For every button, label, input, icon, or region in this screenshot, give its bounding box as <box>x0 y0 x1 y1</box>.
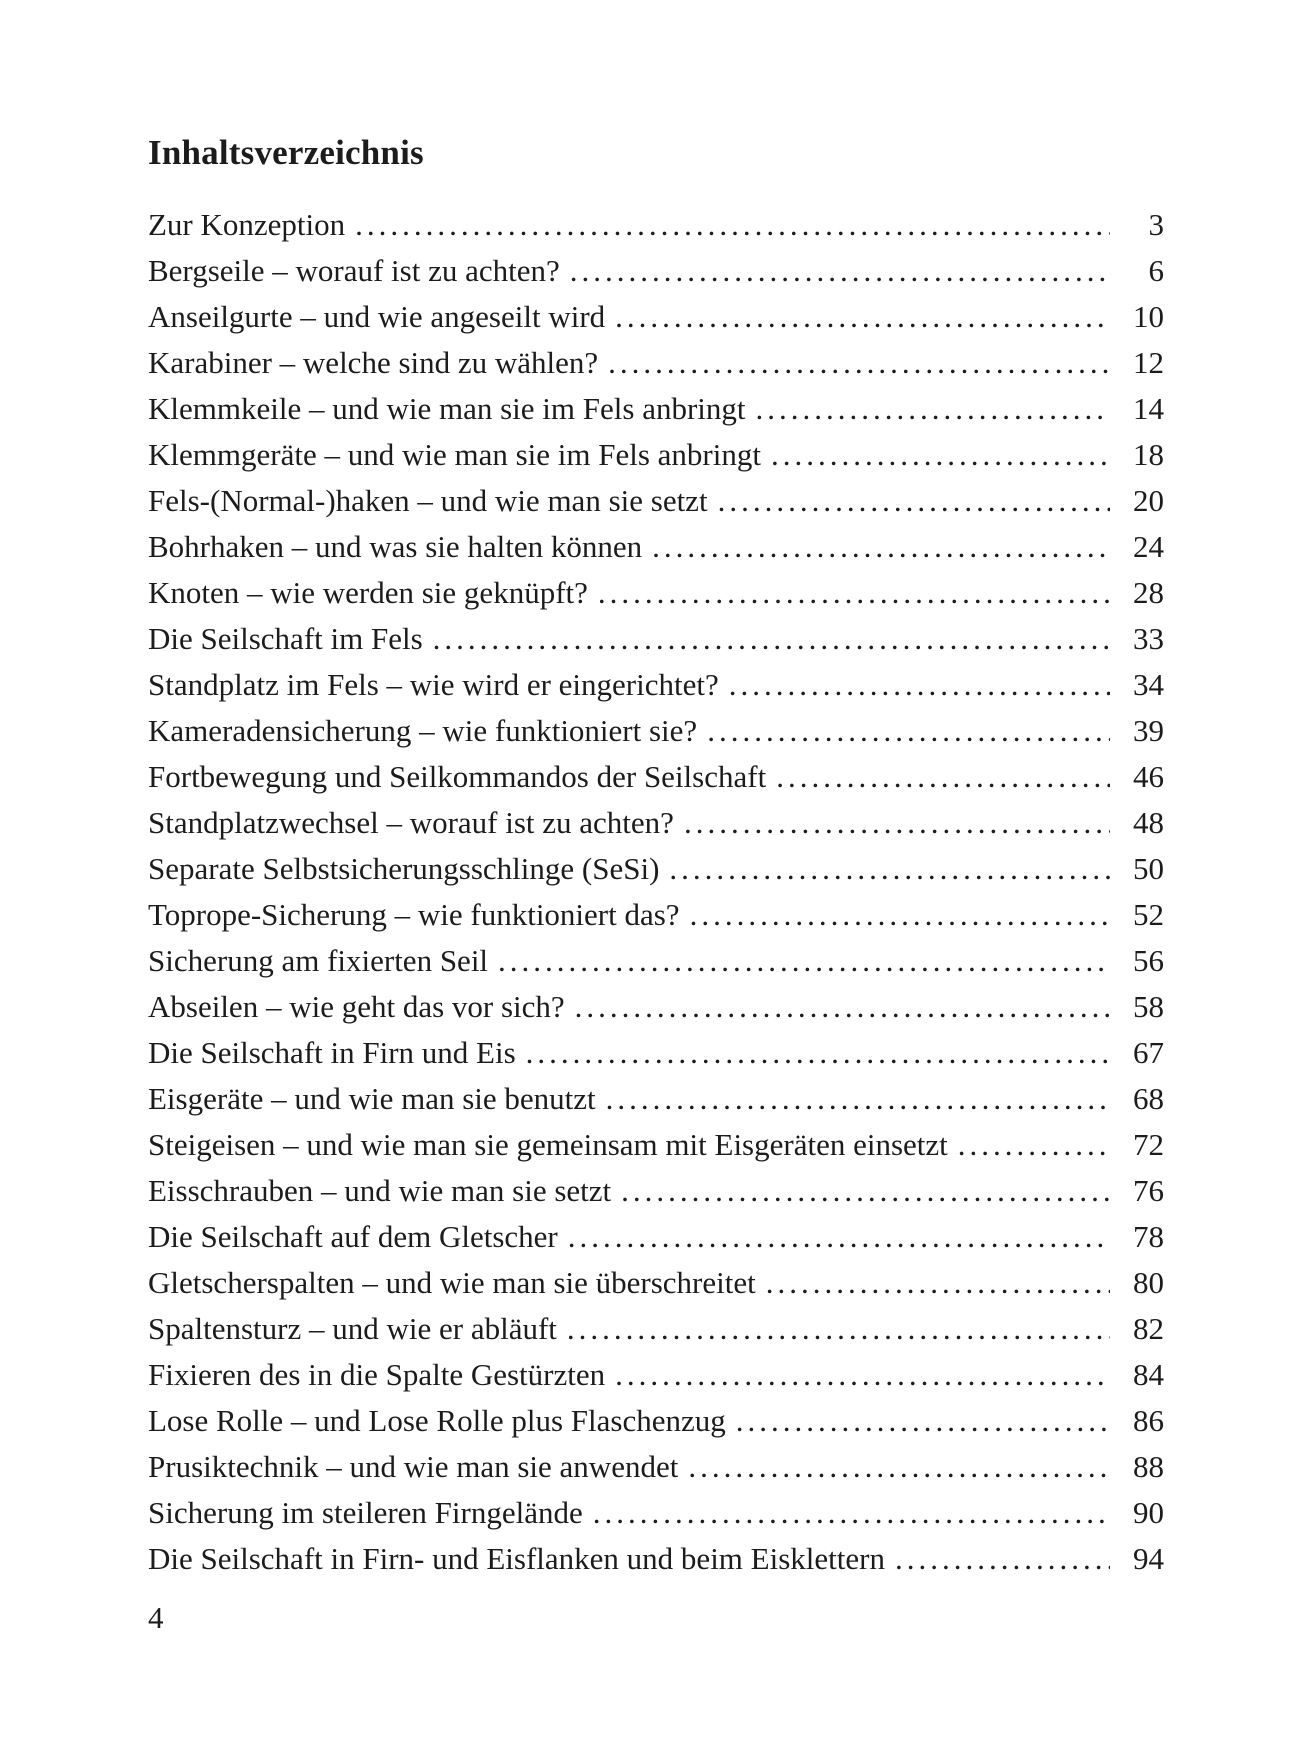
toc-entry-page: 3 <box>1148 207 1164 242</box>
toc-entry-label: Standplatz im Fels – wie wird er eingerichtet? <box>148 667 719 702</box>
toc-entry-label: Die Seilschaft auf dem Gletscher <box>148 1219 558 1254</box>
toc-entry <box>148 800 1164 846</box>
toc-entry <box>148 1490 1164 1536</box>
toc-entry <box>148 478 1164 524</box>
toc-entry <box>148 202 1164 248</box>
toc-entry-page: 76 <box>1133 1173 1164 1208</box>
dot-leader-icon <box>697 708 1110 754</box>
toc-entry-label: Separate Selbstsicherungsschlinge (SeSi) <box>148 851 660 886</box>
toc-entry-label: Klemmgeräte – und wie man sie im Fels anbringt <box>148 437 761 472</box>
toc-entry-page: 48 <box>1133 805 1164 840</box>
dot-leader-icon <box>565 984 1110 1030</box>
toc-entry-label: Standplatzwechsel – worauf ist zu achten? <box>148 805 674 840</box>
toc-entry-label: Bohrhaken – und was sie halten können <box>148 529 643 564</box>
toc-list <box>148 202 1164 1582</box>
page-title: Inhaltsverzeichnis <box>148 133 424 172</box>
toc-entry-label: Die Seilschaft in Firn- und Eisflanken und beim Eisklettern <box>148 1541 885 1576</box>
toc-entry-label: Toprope-Sicherung – wie funktioniert das? <box>148 897 680 932</box>
toc-entry <box>148 616 1164 662</box>
toc-entry <box>148 248 1164 294</box>
toc-entry <box>148 1076 1164 1122</box>
toc-entry-page: 78 <box>1133 1219 1164 1254</box>
dot-leader-icon <box>719 662 1110 708</box>
toc-entry-label: Bergseile – worauf ist zu achten? <box>148 253 560 288</box>
toc-entry-page: 86 <box>1133 1403 1164 1438</box>
toc-entry <box>148 432 1164 478</box>
toc-entry-page: 34 <box>1133 667 1164 702</box>
dot-leader-icon <box>345 202 1110 248</box>
toc-entry-page: 58 <box>1133 989 1164 1024</box>
toc-entry <box>148 1352 1164 1398</box>
dot-leader-icon <box>558 1214 1110 1260</box>
toc-entry-page: 84 <box>1133 1357 1164 1392</box>
toc-entry <box>148 1214 1164 1260</box>
dot-leader-icon <box>596 1076 1110 1122</box>
toc-entry-label: Die Seilschaft im Fels <box>148 621 423 656</box>
dot-leader-icon <box>948 1122 1110 1168</box>
dot-leader-icon <box>560 248 1110 294</box>
dot-leader-icon <box>488 938 1110 984</box>
toc-entry-label: Sicherung im steileren Firngelände <box>148 1495 583 1530</box>
toc-entry-page: 20 <box>1133 483 1164 518</box>
toc-entry-label: Fixieren des in die Spalte Gestürzten <box>148 1357 606 1392</box>
toc-entry-label: Knoten – wie werden sie geknüpft? <box>148 575 588 610</box>
dot-leader-icon <box>674 800 1110 846</box>
toc-entry <box>148 386 1164 432</box>
toc-entry-page: 56 <box>1133 943 1164 978</box>
toc-entry-label: Kameradensicherung – wie funktioniert sie? <box>148 713 698 748</box>
toc-entry-page: 68 <box>1133 1081 1164 1116</box>
toc-entry-label: Lose Rolle – und Lose Rolle plus Flaschenzug <box>148 1403 726 1438</box>
toc-entry <box>148 340 1164 386</box>
dot-leader-icon <box>708 478 1110 524</box>
toc-entry <box>148 938 1164 984</box>
dot-leader-icon <box>746 386 1110 432</box>
toc-content <box>148 132 1164 1582</box>
dot-leader-icon <box>516 1030 1110 1076</box>
toc-entry-label: Prusiktechnik – und wie man sie anwendet <box>148 1449 679 1484</box>
toc-entry-page: 28 <box>1133 575 1164 610</box>
toc-entry <box>148 1444 1164 1490</box>
dot-leader-icon <box>557 1306 1110 1352</box>
dot-leader-icon <box>678 1444 1110 1490</box>
toc-entry <box>148 294 1164 340</box>
toc-entry <box>148 524 1164 570</box>
dot-leader-icon <box>726 1398 1110 1444</box>
toc-entry-page: 50 <box>1133 851 1164 886</box>
toc-entry-label: Karabiner – welche sind zu wählen? <box>148 345 599 380</box>
toc-entry <box>148 708 1164 754</box>
dot-leader-icon <box>611 1168 1110 1214</box>
footer-page-number: 4 <box>148 1600 164 1635</box>
toc-entry-page: 18 <box>1133 437 1164 472</box>
toc-entry-label: Klemmkeile – und wie man sie im Fels anbringt <box>148 391 746 426</box>
toc-entry <box>148 570 1164 616</box>
dot-leader-icon <box>766 754 1110 800</box>
toc-entry-page: 94 <box>1133 1541 1164 1576</box>
toc-entry-label: Gletscherspalten – und wie man sie überschreitet <box>148 1265 756 1300</box>
toc-entry <box>148 1306 1164 1352</box>
toc-entry-page: 88 <box>1133 1449 1164 1484</box>
toc-entry <box>148 662 1164 708</box>
toc-entry-page: 52 <box>1133 897 1164 932</box>
toc-entry-page: 46 <box>1133 759 1164 794</box>
toc-entry-page: 39 <box>1133 713 1164 748</box>
toc-entry-page: 33 <box>1133 621 1164 656</box>
toc-entry-label: Fortbewegung und Seilkommandos der Seilschaft <box>148 759 767 794</box>
dot-leader-icon <box>761 432 1110 478</box>
toc-entry-label: Abseilen – wie geht das vor sich? <box>148 989 565 1024</box>
toc-entry-label: Anseilgurte – und wie angeseilt wird <box>148 299 606 334</box>
toc-entry-page: 24 <box>1133 529 1164 564</box>
dot-leader-icon <box>885 1536 1110 1582</box>
dot-leader-icon <box>756 1260 1110 1306</box>
toc-entry-page: 14 <box>1133 391 1164 426</box>
dot-leader-icon <box>583 1490 1110 1536</box>
toc-entry-page: 82 <box>1133 1311 1164 1346</box>
toc-entry-label: Eisschrauben – und wie man sie setzt <box>148 1173 612 1208</box>
dot-leader-icon <box>605 294 1110 340</box>
toc-entry-label: Steigeisen – und wie man sie gemeinsam mit Eisgeräten einsetzt <box>148 1127 948 1162</box>
toc-entry-label: Spaltensturz – und wie er abläuft <box>148 1311 557 1346</box>
toc-entry <box>148 1122 1164 1168</box>
dot-leader-icon <box>680 892 1110 938</box>
toc-entry <box>148 754 1164 800</box>
toc-entry <box>148 1536 1164 1582</box>
toc-entry <box>148 846 1164 892</box>
toc-entry-page: 67 <box>1133 1035 1164 1070</box>
dot-leader-icon <box>423 616 1110 662</box>
toc-entry-page: 80 <box>1133 1265 1164 1300</box>
toc-entry <box>148 1168 1164 1214</box>
dot-leader-icon <box>598 340 1110 386</box>
dot-leader-icon <box>588 570 1110 616</box>
toc-entry-label: Sicherung am fixierten Seil <box>148 943 489 978</box>
toc-entry <box>148 1260 1164 1306</box>
toc-entry-label: Fels-(Normal-)haken – und wie man sie setzt <box>148 483 708 518</box>
toc-entry-page: 12 <box>1133 345 1164 380</box>
toc-entry-page: 90 <box>1133 1495 1164 1530</box>
toc-entry-page: 10 <box>1133 299 1164 334</box>
dot-leader-icon <box>642 524 1110 570</box>
toc-entry <box>148 984 1164 1030</box>
toc-entry-label: Zur Konzeption <box>148 207 346 242</box>
toc-entry-label: Eisgeräte – und wie man sie benutzt <box>148 1081 596 1116</box>
dot-leader-icon <box>605 1352 1110 1398</box>
toc-entry <box>148 1398 1164 1444</box>
toc-entry <box>148 892 1164 938</box>
dot-leader-icon <box>659 846 1110 892</box>
toc-entry <box>148 1030 1164 1076</box>
toc-entry-page: 6 <box>1148 253 1164 288</box>
toc-entry-page: 72 <box>1133 1127 1164 1162</box>
toc-entry-label: Die Seilschaft in Firn und Eis <box>148 1035 516 1070</box>
